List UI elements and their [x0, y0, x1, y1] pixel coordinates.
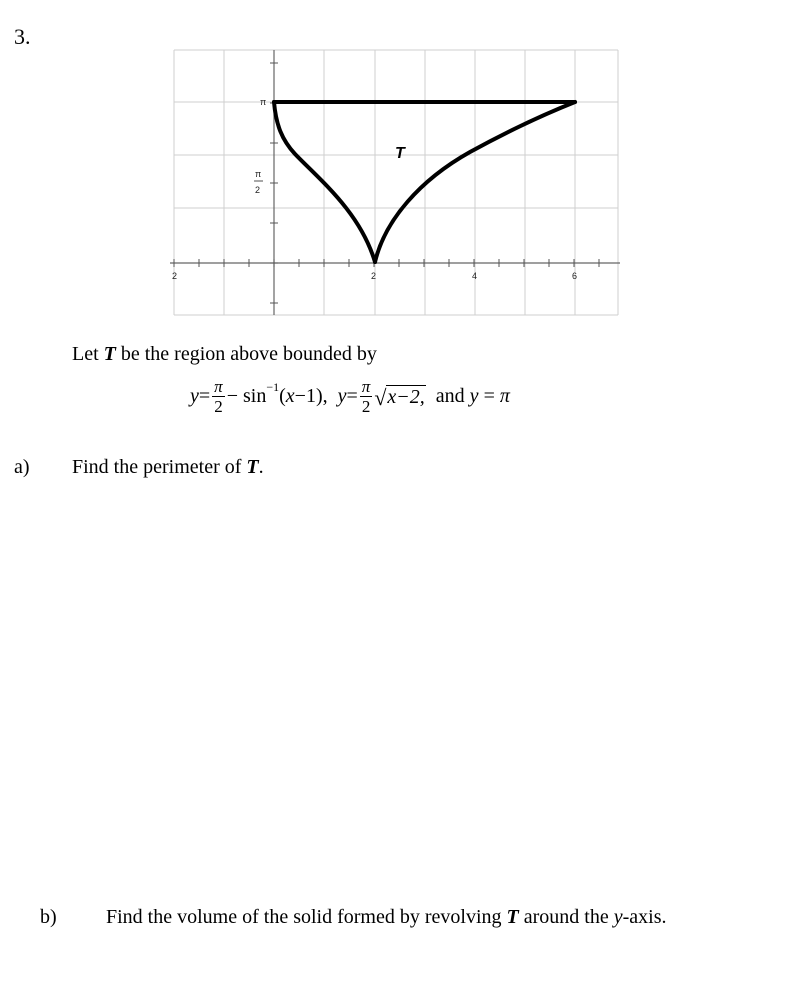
part-a-post: .: [258, 456, 264, 478]
eq3-lhs: y: [469, 385, 479, 407]
axes: [170, 50, 620, 315]
equation-3: and y = π: [435, 385, 510, 407]
x-label-4: 4: [472, 271, 478, 281]
eq1-arg-open: (: [279, 385, 286, 407]
eq1-fraction: [212, 378, 225, 415]
eq3-rhs: π: [499, 385, 510, 407]
eq1-exp: −1: [266, 380, 280, 394]
eq2-frac-num: π: [361, 377, 371, 396]
eq1-arg-rest: −1),: [294, 385, 328, 407]
eq1-frac-den: 2: [214, 397, 223, 416]
eq1-frac-num: π: [214, 377, 223, 396]
eq1-lhs: y: [190, 385, 199, 407]
y-label-pi: π: [260, 97, 267, 107]
axis-ticks: [174, 63, 599, 303]
eq1-func: sin: [242, 385, 267, 407]
part-a-var: T: [246, 456, 259, 478]
eq3-and: and: [435, 385, 465, 407]
x-label-6: 6: [572, 271, 578, 281]
intro-post: be the region above bounded by: [120, 343, 377, 365]
region-label: T: [395, 145, 405, 162]
x-label-neg2: 2: [172, 271, 178, 281]
grid-lines: [174, 50, 618, 315]
part-b-label: b): [40, 906, 57, 928]
x-label-2: 2: [371, 271, 377, 281]
eq2-lhs: y: [337, 385, 347, 407]
part-a-question: [72, 456, 264, 479]
part-a-label: a): [14, 456, 30, 478]
eq2-sqrt-arg: x−2,: [387, 385, 425, 408]
part-a-pre: Find the perimeter of: [72, 456, 242, 478]
intro-sentence: [72, 343, 377, 366]
eq2-frac-den: 2: [361, 397, 371, 416]
sqrt-sign-icon: √: [374, 384, 387, 410]
part-b-post: -axis.: [622, 906, 667, 928]
region-graph: [170, 40, 620, 320]
part-b-axis-var: y: [613, 906, 623, 928]
intro-var: T: [103, 343, 116, 365]
equation-2: y = $\frac{\pi}{2}$ √ x−2,: [337, 377, 425, 416]
eq1-arg-var: x: [285, 385, 295, 407]
part-b-question: [106, 906, 666, 929]
eq2-sqrt: [374, 385, 425, 409]
part-b-pre: Find the volume of the solid formed by revolving: [106, 906, 502, 928]
eq2-fraction: [360, 378, 373, 415]
problem-number: 3.: [14, 24, 31, 49]
boundary-equations: [190, 378, 510, 415]
intro-pre: Let: [72, 343, 99, 365]
equation-1: y = $\frac{\pi}{2}$ − sin −1 ( x −1),: [190, 377, 328, 416]
y-label-half-den: 2: [255, 185, 261, 195]
part-b-var: T: [506, 906, 519, 928]
y-label-half-num: π: [255, 169, 262, 179]
part-b-mid: around the: [523, 906, 609, 928]
